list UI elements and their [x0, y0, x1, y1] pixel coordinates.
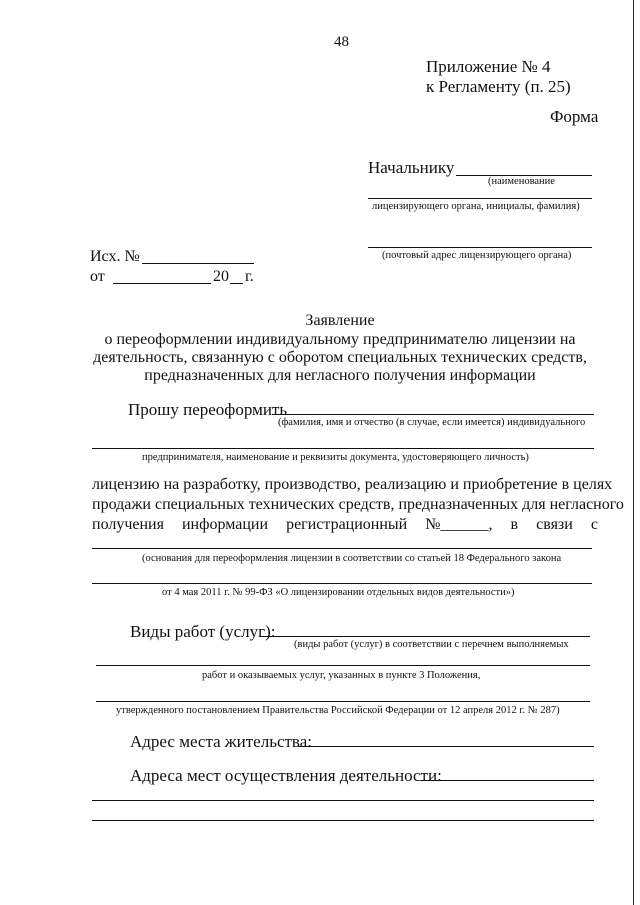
word: информации	[181, 516, 269, 533]
page-edge	[633, 0, 634, 905]
works-label: Виды работ (услуг):	[130, 622, 276, 641]
postal-address-field[interactable]	[368, 247, 592, 248]
title-line-2: деятельность, связанную с оборотом специальных технических средств,	[93, 349, 587, 366]
hint-works-2: работ и оказываемых услуг, указанных в пункте 3 Положения,	[202, 670, 481, 681]
body-line-3	[92, 516, 598, 534]
activity-address-field-3[interactable]	[92, 820, 594, 821]
body-line-1: лицензию на разработку, производство, реализацию и приобретение в целях	[92, 476, 613, 493]
page-number: 48	[334, 34, 349, 50]
hint-basis-2: от 4 мая 2011 г. № 99-ФЗ «О лицензировании отдельных видов деятельности»)	[162, 587, 515, 598]
outgoing-number-label: Исх. №	[90, 248, 140, 265]
hint-name: (наименование	[488, 176, 555, 187]
appendix-label: Приложение № 4	[426, 57, 551, 76]
activity-address-field-2[interactable]	[92, 800, 594, 801]
year-suffix: г.	[245, 268, 254, 285]
applicant-document-field[interactable]	[92, 448, 594, 449]
word: №______,	[425, 516, 493, 533]
works-field-3[interactable]	[96, 701, 590, 702]
outgoing-number-field[interactable]	[142, 263, 254, 264]
residence-field[interactable]	[298, 746, 594, 747]
word: получения	[92, 516, 164, 533]
activity-address-label: Адреса мест осуществления деятельности:	[130, 766, 442, 785]
year-field[interactable]	[230, 283, 243, 284]
regulation-reference: к Регламенту (п. 25)	[426, 77, 571, 96]
hint-org: лицензирующего органа, инициалы, фамилия)	[372, 201, 580, 212]
hint-works-3: утвержденного постановлением Правительства Российской Федерации от 12 апреля 2012 г. № 287)	[116, 705, 560, 716]
body-line-2: продажи специальных технических средств, предназначенных для негласного	[92, 496, 624, 513]
hint-applicant-2: предпринимателя, наименование и реквизиты документа, удостоверяющего личность)	[142, 452, 529, 463]
word: в	[510, 516, 519, 533]
year-prefix: 20	[213, 268, 229, 285]
hint-works-1: (виды работ (услуг) в соответствии с перечнем выполняемых	[294, 639, 569, 650]
works-field[interactable]	[260, 636, 590, 637]
applicant-name-field[interactable]	[272, 414, 594, 415]
form-label: Форма	[550, 107, 599, 126]
title-line-3: предназначенных для негласного получения информации	[144, 367, 536, 384]
chief-label: Начальнику	[368, 158, 455, 177]
request-label: Прошу переоформить	[128, 400, 288, 419]
word: с	[590, 516, 598, 533]
document-heading: Заявление	[305, 312, 375, 329]
works-field-2[interactable]	[96, 665, 590, 666]
licensing-org-field[interactable]	[368, 198, 592, 199]
basis-field-2[interactable]	[92, 583, 592, 584]
basis-field[interactable]	[92, 548, 592, 549]
activity-address-field[interactable]	[420, 780, 594, 781]
date-field[interactable]	[113, 283, 211, 284]
hint-address: (почтовый адрес лицензирующего органа)	[382, 250, 572, 261]
hint-basis-1: (основания для переоформления лицензии в соответствии со статьей 18 Федерального закона	[142, 553, 562, 564]
date-from-label: от	[90, 268, 105, 285]
title-line-1: о переоформлении индивидуальному предпринимателю лицензии на	[104, 331, 576, 348]
residence-label: Адрес места жительства:	[130, 732, 312, 751]
word: связи	[536, 516, 573, 533]
hint-applicant-1: (фамилия, имя и отчество (в случае, если имеется) индивидуального	[278, 417, 586, 428]
word: регистрационный	[286, 516, 408, 533]
